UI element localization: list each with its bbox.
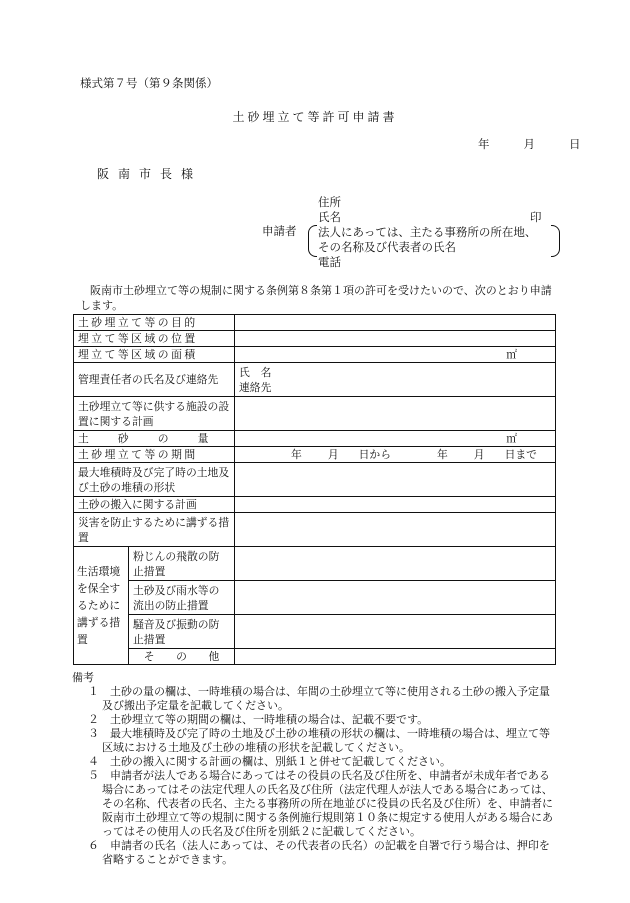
volume-field[interactable] — [235, 431, 556, 447]
row-label-shape: 最大堆積時及び完了時の土地及び土砂の堆積の形状 — [74, 463, 235, 497]
period-year-1: 年 — [291, 448, 302, 461]
note-item: １ 土砂の量の欄は、一時堆積の場合は、年間の土砂埋立て等に使用される土砂の搬入予定量及び搬出予定量を記載してください。 — [88, 685, 550, 712]
area-unit: ㎡ — [506, 348, 517, 361]
row-label-area: 埋立て等区域の面積 — [74, 347, 235, 363]
facility-field[interactable] — [235, 397, 556, 431]
note-item: ５ 申請者が法人である場合にあってはその役員の氏名及び住所を、申請者が未成年者である場合にあってはその法定代理人の氏名及び住所（法定代理人が法人である場合にあっては、その名称、代表者の氏名、主たる事務所の所在地並びに役員の氏名及び住所）を、申請者に阪南市土砂埋立て等の規制に関する条例施行規則第１０条に規定する使用人がある場合にあってはその使用人の氏名及び住所を別紙２に記載してください。 — [88, 769, 553, 838]
purpose-field[interactable] — [235, 315, 556, 331]
env-noise-field[interactable] — [235, 615, 556, 649]
bracket-right — [551, 225, 560, 257]
bracket-left — [308, 225, 317, 257]
period-month-1: 月 — [327, 448, 339, 461]
notes-heading: 備考 — [72, 671, 94, 684]
row-label-env-noise: 騒音及び振動の防止措置 — [129, 615, 235, 649]
applicant-name-label: 氏名 — [318, 210, 341, 224]
period-day-2: 日まで — [504, 448, 537, 461]
volume-unit: ㎡ — [506, 432, 517, 445]
area-field[interactable] — [235, 347, 556, 363]
date-year: 年 — [478, 137, 490, 151]
applicant-label: 申請者 — [262, 224, 297, 238]
period-year-2: 年 — [437, 448, 448, 461]
applicant-address-label: 住所 — [318, 195, 341, 209]
corp-note-line-2: その名称及び代表者の氏名 — [318, 240, 456, 254]
notes-section — [72, 671, 558, 867]
note-item: ２ 土砂埋立て等の期間の欄は、一時堆積の場合は、記載不要です。 — [88, 713, 429, 726]
row-label-env-group: 生活環境を保全するために講ずる措置 — [74, 547, 129, 665]
row-label-volume: 土 砂 の 量 — [74, 431, 235, 447]
seal-mark: 印 — [530, 210, 542, 224]
intro-text: 阪南市土砂埋立て等の規制に関する条例第８条第１項の許可を受けたいので、次のとおり申請します。 — [80, 284, 552, 312]
env-water-field[interactable] — [235, 581, 556, 615]
row-label-env-water: 土砂及び雨水等の流出の防止措置 — [129, 581, 235, 615]
row-label-facility: 土砂埋立て等に供する施設の設置に関する計画 — [74, 397, 235, 431]
application-table — [73, 314, 556, 665]
row-label-env-dust: 粉じんの飛散の防止措置 — [129, 547, 235, 581]
addressee: 阪南市長様 — [97, 167, 203, 181]
manager-name-label: 氏 名 — [239, 365, 272, 379]
transport-field[interactable] — [235, 497, 556, 513]
form-number: 様式第７号（第９条関係） — [80, 76, 218, 90]
note-item: ６ 申請者の氏名（法人にあっては、その代表者の氏名）の記載を自署で行う場合は、押印を省略することができます。 — [88, 839, 550, 866]
date-month: 月 — [523, 137, 535, 151]
manager-field[interactable] — [235, 363, 556, 397]
row-label-transport: 土砂の搬入に関する計画 — [74, 497, 235, 513]
corp-note-line-1: 法人にあっては、主たる事務所の所在地、 — [318, 225, 537, 239]
row-label-purpose: 土砂埋立て等の目的 — [74, 315, 235, 331]
row-label-period: 土砂埋立て等の期間 — [74, 447, 235, 463]
shape-field[interactable] — [235, 463, 556, 497]
row-label-manager: 管理責任者の氏名及び連絡先 — [74, 363, 235, 397]
page-title: 土砂埋立て等許可申請書 — [232, 110, 398, 124]
period-field[interactable] — [235, 447, 556, 463]
date-line — [478, 136, 581, 152]
period-day-1: 日から — [358, 448, 391, 461]
row-label-disaster: 災害を防止するために講ずる措置 — [74, 513, 235, 547]
period-month-2: 月 — [473, 448, 485, 461]
date-day: 日 — [569, 137, 581, 151]
location-field[interactable] — [235, 331, 556, 347]
manager-contact-label: 連絡先 — [239, 380, 272, 394]
disaster-field[interactable] — [235, 513, 556, 547]
env-other-field[interactable] — [235, 649, 556, 665]
applicant-phone-label: 電話 — [318, 255, 341, 269]
row-label-location: 埋立て等区域の位置 — [74, 331, 235, 347]
note-item: ３ 最大堆積時及び完了時の土地及び土砂の堆積の形状の欄は、一時堆積の場合は、埋立て等区域における土地及び土砂の堆積の形状を記載してください。 — [88, 727, 550, 754]
env-dust-field[interactable] — [235, 547, 556, 581]
note-item: ４ 土砂の搬入に関する計画の欄は、別紙１と併せて記載してください。 — [88, 755, 451, 768]
row-label-env-other: そ の 他 — [129, 649, 235, 665]
